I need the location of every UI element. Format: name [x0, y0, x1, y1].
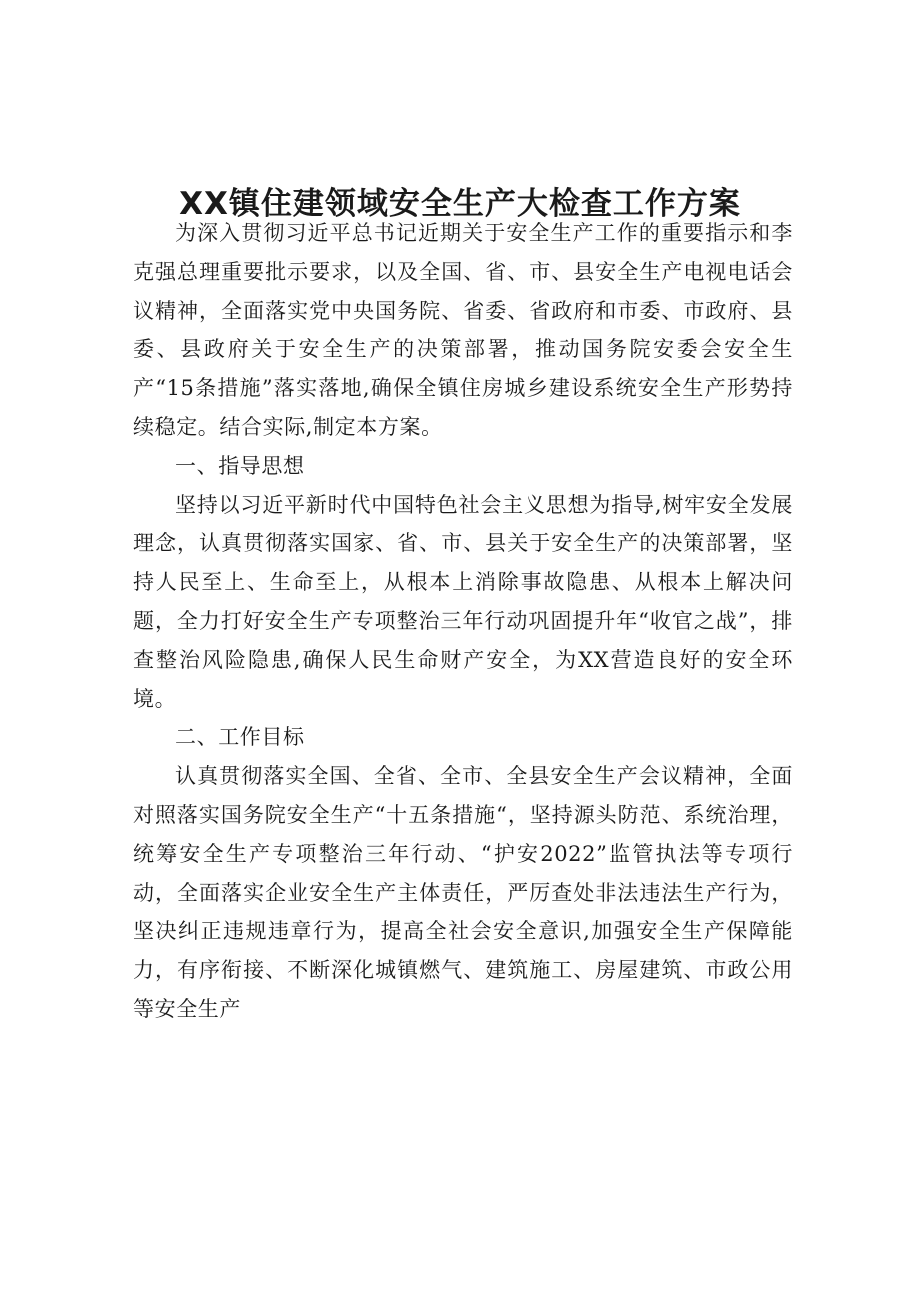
section-heading-guiding-ideology: 一、指导思想 — [175, 453, 305, 478]
document-body — [133, 214, 793, 1029]
intro-paragraph: 为深入贯彻习近平总书记近期关于安全生产工作的重要指示和李克强总理重要批示要求，以及全国、省、市、县安全生产电视电话会议精神，全面落实党中央国务院、省委、省政府和市委、市政府、县委、县政府关于安全生产的决策部署，推动国务院安委会安全生产“15条措施”落实落地,确保全镇住房城乡建设系统安全生产形势持续稳定。结合实际,制定本方案。 — [133, 221, 793, 439]
section-paragraph-guiding-ideology: 坚持以习近平新时代中国特色社会主义思想为指导,树牢安全发展理念，认真贯彻落实国家、省、市、县关于安全生产的决策部署，坚持人民至上、生命至上，从根本上消除事故隐患、从根本上解决问题，全力打好安全生产专项整治三年行动巩固提升年“收官之战”，排查整治风险隐患,确保人民生命财产安全，为XX营造良好的安全环境。 — [133, 492, 793, 711]
section-paragraph-work-objectives: 认真贯彻落实全国、全省、全市、全县安全生产会议精神，全面对照落实国务院安全生产“十五条措施“，坚持源头防范、系统治理，统筹安全生产专项整治三年行动、“护安2022”监管执法等专项行动，全面落实企业安全生产主体责任，严厉查处非法违法生产行为，坚决纠正违规违章行为，提高全社会安全意识,加强安全生产保障能力，有序衔接、不断深化城镇燃气、建筑施工、房屋建筑、市政公用等安全生产 — [133, 764, 793, 1021]
section-heading-work-objectives: 二、工作目标 — [175, 725, 305, 750]
document-title: XX镇住建领域安全生产大检查工作方案 — [179, 186, 741, 222]
